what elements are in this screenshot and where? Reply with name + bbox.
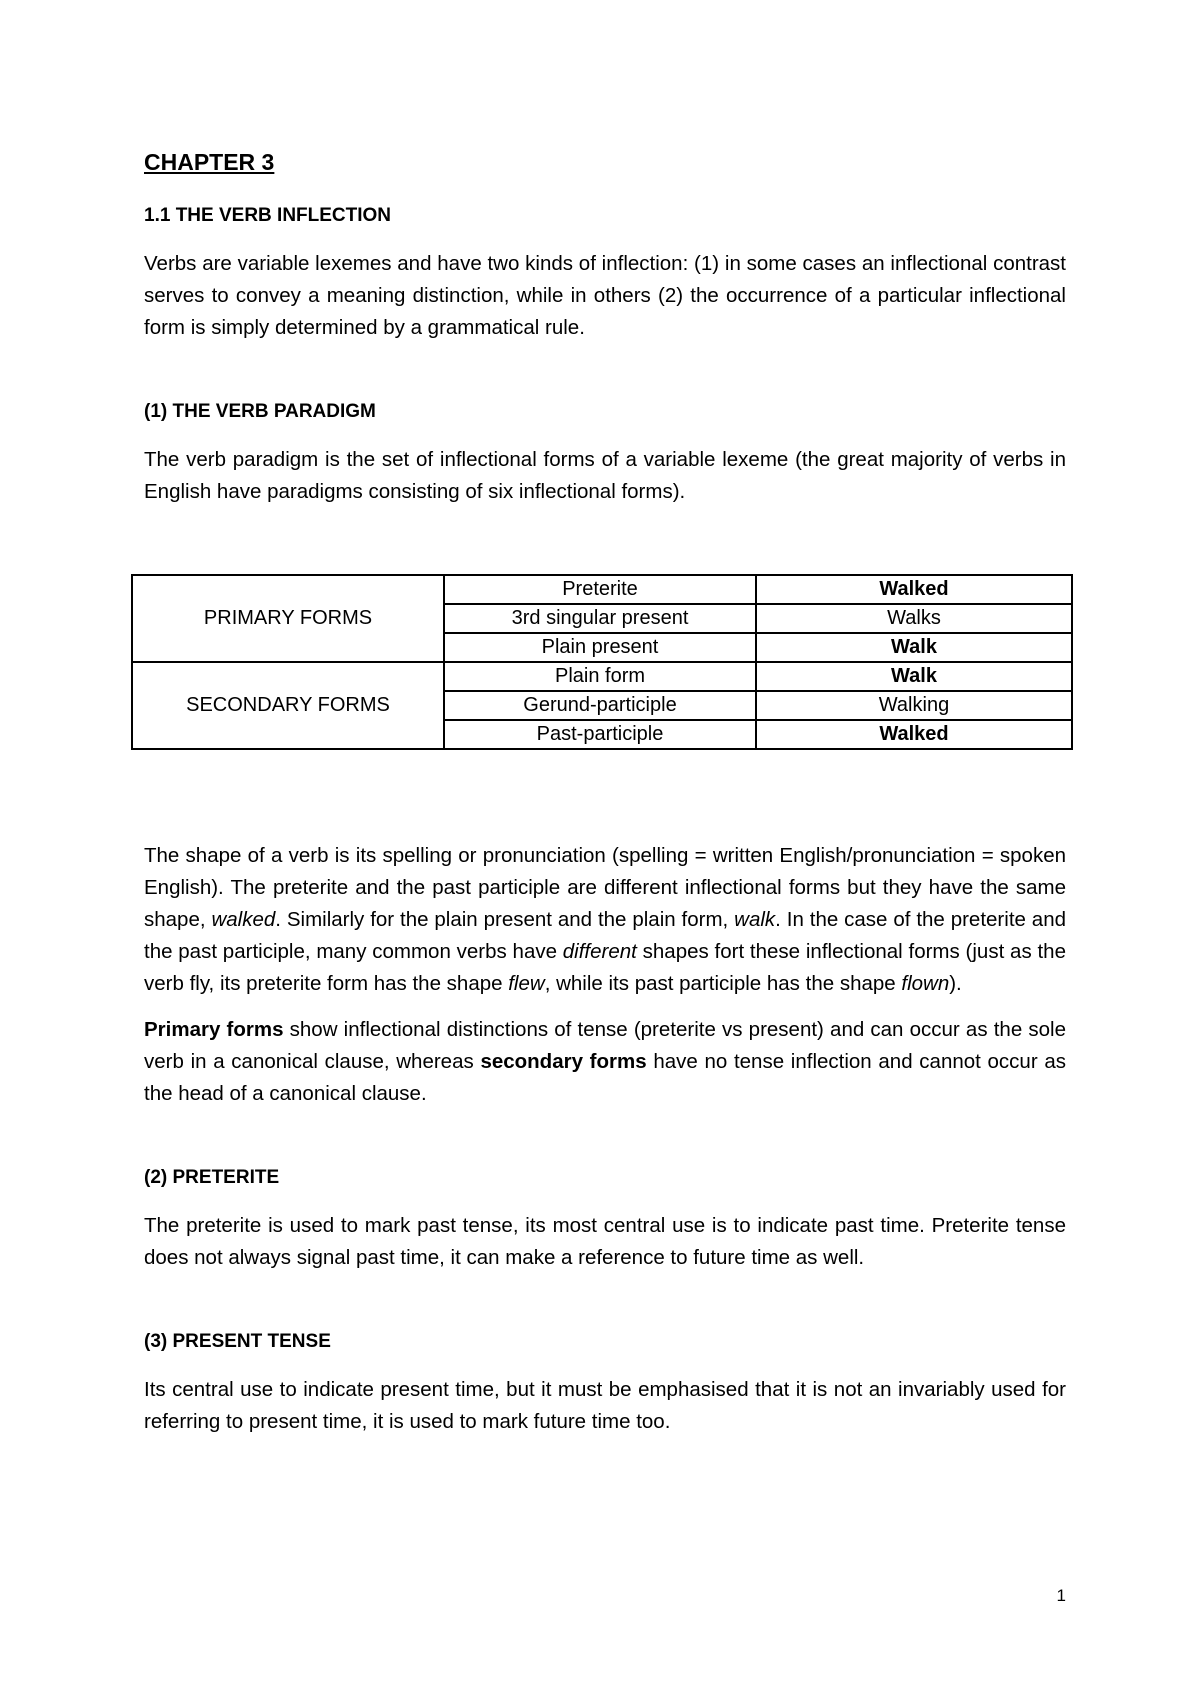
paragraph-verb-paradigm: The verb paradigm is the set of inflectional forms of a variable lexeme (the great majority of verbs in English have paradigms consisting of six inflectional forms). xyxy=(144,448,1066,503)
section-heading-verb-paradigm: (1) THE VERB PARADIGM xyxy=(144,401,376,422)
form-shape: Walked xyxy=(756,575,1072,604)
emphasis-flew: flew xyxy=(508,972,545,995)
paragraph-verb-inflection: Verbs are variable lexemes and have two kinds of inflection: (1) in some cases an inflectional contrast serves to convey a meaning distinction, while in others (2) the occurrence of a particular inflectional form is simply determined by a grammatical rule. xyxy=(144,252,1066,339)
form-name: Preterite xyxy=(444,575,756,604)
form-name: Plain form xyxy=(444,662,756,691)
form-name: Plain present xyxy=(444,633,756,662)
form-name: Past-participle xyxy=(444,720,756,749)
section-heading-preterite: (2) PRETERITE xyxy=(144,1167,280,1188)
form-shape: Walk xyxy=(756,662,1072,691)
paragraph-present-tense: Its central use to indicate present time, but it must be emphasised that it is not an invariably used for referring to present time, it is used to mark future time too. xyxy=(144,1378,1066,1433)
emphasis-different: different xyxy=(562,940,637,963)
paragraph-verb-shape: The shape of a verb is its spelling or pronunciation (spelling = written English/pronunciation = spoken English). The preterite and the past participle are different inflectional forms but they have the same shape, walked. Similarly for the plain present and the plain form, walk. In the case of the preterite and the past participle, many common verbs have different shapes fort these inflectional forms (just as the verb fly, its preterite form has the shape flew, while its past participle has the shape flown). xyxy=(144,844,1067,995)
term-secondary-forms: secondary forms xyxy=(480,1050,647,1073)
term-primary-forms: Primary forms xyxy=(144,1018,284,1041)
page-number: 1 xyxy=(1056,1586,1066,1605)
table-row xyxy=(132,575,1072,604)
verb-paradigm-table xyxy=(131,574,1073,750)
group-label-primary: PRIMARY FORMS xyxy=(132,575,444,662)
form-shape: Walking xyxy=(756,691,1072,720)
form-name: Gerund-participle xyxy=(444,691,756,720)
emphasis-walked: walked xyxy=(211,908,276,931)
paragraph-preterite: The preterite is used to mark past tense, its most central use is to indicate past time. Preterite tense does not always signal past time, it can make a reference to future time as well. xyxy=(144,1214,1066,1269)
emphasis-flown: flown xyxy=(901,972,950,995)
form-shape: Walk xyxy=(756,633,1072,662)
section-heading-present-tense: (3) PRESENT TENSE xyxy=(144,1331,331,1352)
emphasis-walk: walk xyxy=(734,908,776,931)
form-shape: Walked xyxy=(756,720,1072,749)
table-row xyxy=(132,662,1072,691)
form-shape: Walks xyxy=(756,604,1072,633)
section-heading-verb-inflection: 1.1 THE VERB INFLECTION xyxy=(144,205,392,226)
page-content xyxy=(144,146,1066,1438)
chapter-title: CHAPTER 3 xyxy=(144,149,275,175)
group-label-secondary: SECONDARY FORMS xyxy=(132,662,444,749)
paragraph-primary-secondary-forms: Primary forms show inflectional distinctions of tense (preterite vs present) and can occur as the sole verb in a canonical clause, whereas secondary forms have no tense inflection and cannot occur as the head of a canonical clause. xyxy=(144,1018,1067,1105)
form-name: 3rd singular present xyxy=(444,604,756,633)
